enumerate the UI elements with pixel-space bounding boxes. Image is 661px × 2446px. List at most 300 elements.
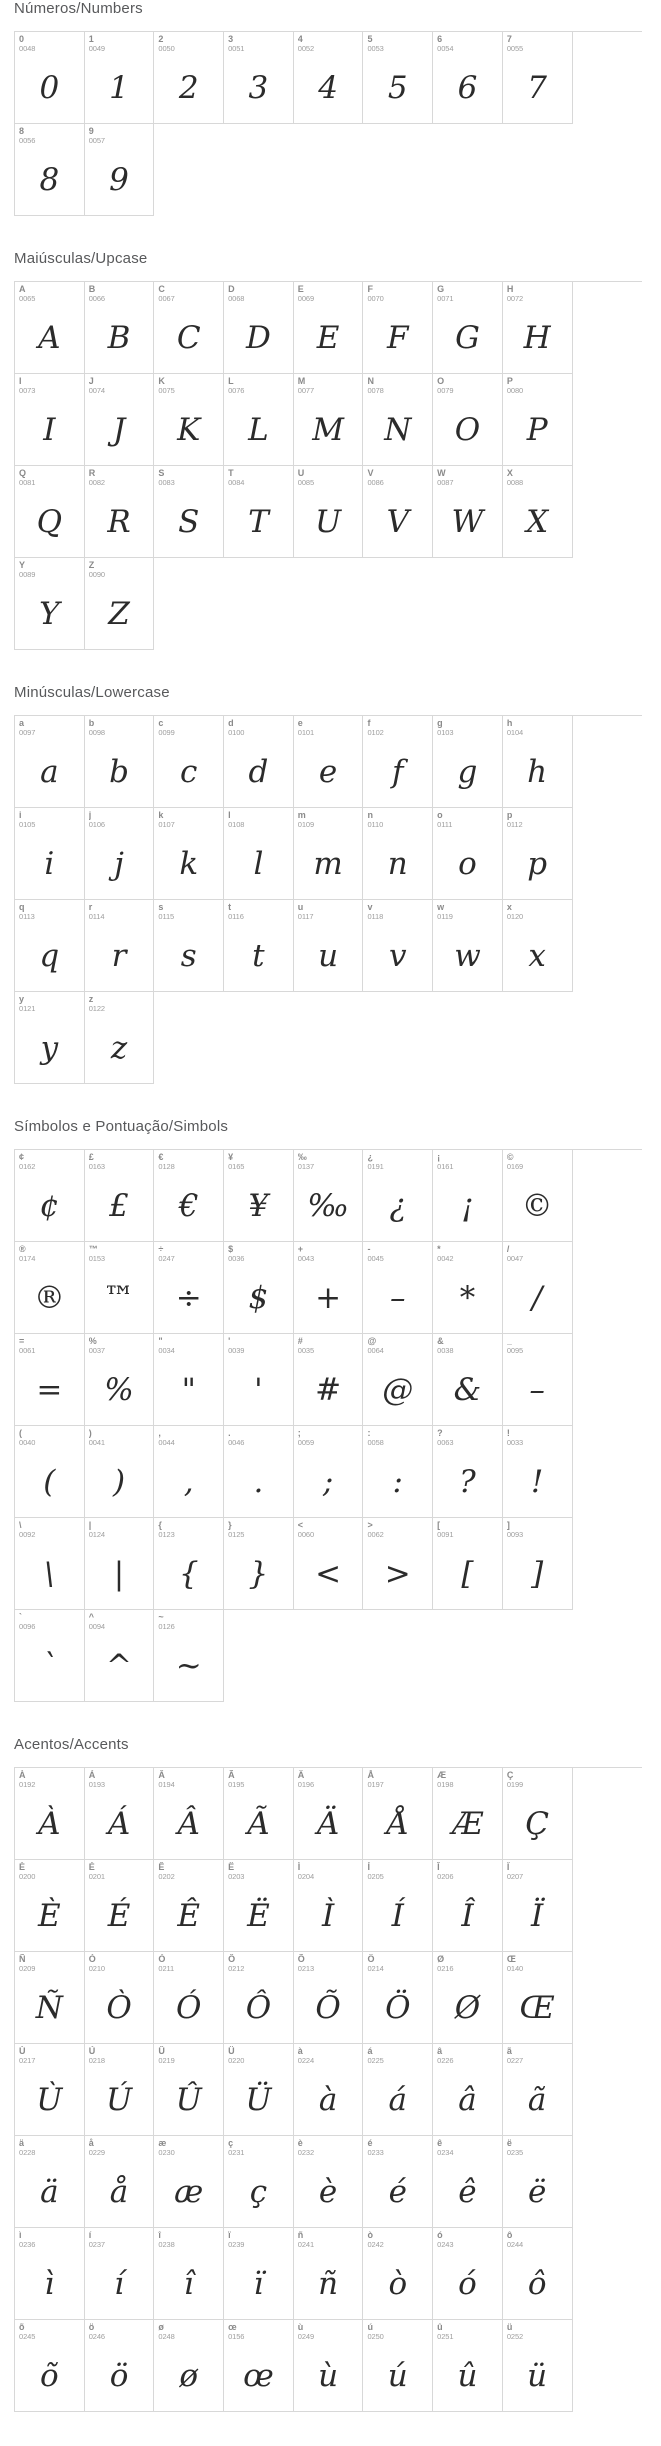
glyph-char-label: { (158, 1520, 162, 1530)
glyph-cell[interactable] (15, 282, 85, 374)
glyph-sample: u (318, 938, 339, 974)
glyph-cell[interactable] (294, 900, 364, 992)
glyph-code-label: 0113 (19, 912, 35, 921)
glyph-cell[interactable] (85, 1768, 155, 1860)
glyph-sample: ) (112, 1464, 126, 1500)
glyph-meta (294, 1952, 363, 1976)
glyph-sample: A (38, 320, 61, 356)
glyph-cell[interactable] (15, 1768, 85, 1860)
glyph-cell[interactable] (503, 374, 573, 466)
glyph-char-label: [ (437, 1520, 441, 1530)
glyph-sample: Q (36, 504, 63, 540)
glyph-cell[interactable] (154, 1610, 224, 1702)
glyph-code-label: 0156 (228, 2332, 245, 2341)
glyph-meta (15, 716, 84, 740)
glyph-cell[interactable] (85, 1242, 155, 1334)
glyph-cell[interactable] (15, 466, 85, 558)
glyph-cell[interactable] (85, 32, 155, 124)
glyph-code-label: 0201 (88, 1872, 105, 1881)
glyph-cell[interactable] (503, 1518, 573, 1610)
glyph-sample: Ø (454, 1990, 481, 2026)
glyph-cell[interactable] (363, 808, 433, 900)
glyph-cell[interactable] (294, 2228, 364, 2320)
glyph-meta (433, 32, 502, 56)
glyph-meta (154, 1242, 223, 1266)
glyph-char-label: C (158, 284, 165, 294)
glyph-cell[interactable] (433, 1150, 503, 1242)
glyph-sample: h (527, 754, 548, 790)
glyph-code-label: 0035 (297, 1346, 315, 1355)
glyph-cell[interactable] (154, 374, 224, 466)
glyph-cell[interactable] (294, 2044, 364, 2136)
glyph-sample: 9 (109, 162, 129, 198)
glyph-cell[interactable] (85, 1334, 155, 1426)
glyph-cell[interactable] (85, 558, 155, 650)
glyph-cell[interactable] (294, 808, 364, 900)
glyph-cell[interactable] (85, 282, 155, 374)
glyph-sample: œ (243, 2358, 274, 2394)
glyph-sample: ^ (106, 1648, 133, 1684)
glyph-cell[interactable] (433, 900, 503, 992)
glyph-char-label: } (228, 1520, 232, 1530)
glyph-sample: è (318, 2174, 338, 2210)
glyph-char-label: \ (19, 1520, 22, 1530)
glyph-sample: é (388, 2174, 407, 2210)
glyph-char-label: z (88, 994, 94, 1004)
glyph-char-label: Ç (506, 1770, 514, 1780)
glyph-cell[interactable] (294, 1150, 364, 1242)
glyph-cell[interactable] (294, 1334, 364, 1426)
glyph-meta (503, 2320, 572, 2344)
glyph-sample: ¥ (248, 1188, 269, 1224)
glyph-cell[interactable] (154, 1334, 224, 1426)
glyph-cell[interactable] (294, 716, 364, 808)
glyph-char-label: " (158, 1336, 163, 1346)
glyph-cell[interactable] (15, 1518, 85, 1610)
glyph-char-label: Î (437, 1862, 440, 1872)
glyph-cell[interactable] (433, 716, 503, 808)
glyph-cell[interactable] (503, 1242, 573, 1334)
glyph-code-label: 0036 (228, 1254, 245, 1263)
glyph-cell[interactable] (363, 282, 433, 374)
glyph-char-label: î (158, 2230, 161, 2240)
glyph-cell[interactable] (15, 716, 85, 808)
glyph-cell[interactable] (363, 1518, 433, 1610)
glyph-sample: © (521, 1188, 553, 1224)
glyph-cell[interactable] (85, 808, 155, 900)
glyph-cell[interactable] (503, 2044, 573, 2136)
glyph-cell[interactable] (85, 2044, 155, 2136)
glyph-cell[interactable] (224, 466, 294, 558)
glyph-char-label: í (88, 2230, 92, 2240)
glyph-sample: } (248, 1556, 269, 1592)
glyph-cell[interactable] (15, 32, 85, 124)
glyph-cell[interactable] (294, 1426, 364, 1518)
glyph-sample: Ã (247, 1806, 270, 1842)
glyph-cell[interactable] (224, 2228, 294, 2320)
glyph-cell[interactable] (85, 2136, 155, 2228)
glyph-meta (154, 1426, 223, 1450)
glyph-cell[interactable] (503, 1768, 573, 1860)
glyph-cell[interactable] (294, 1518, 364, 1610)
glyph-code-label: 0247 (158, 1254, 175, 1263)
glyph-cell[interactable] (85, 2228, 155, 2320)
glyph-meta (363, 808, 432, 832)
glyph-cell[interactable] (224, 1334, 294, 1426)
glyph-meta (503, 900, 572, 924)
glyph-cell[interactable] (224, 1768, 294, 1860)
glyph-cell[interactable] (15, 1426, 85, 1518)
glyph-cell[interactable] (433, 1860, 503, 1952)
glyph-cell[interactable] (294, 2136, 364, 2228)
glyph-cell[interactable] (15, 558, 85, 650)
glyph-cell[interactable] (294, 374, 364, 466)
glyph-char-label: ? (437, 1428, 443, 1438)
glyph-sample: ' (254, 1372, 263, 1408)
glyph-cell[interactable] (224, 32, 294, 124)
glyph-meta (363, 1768, 432, 1792)
glyph-cell[interactable] (294, 1952, 364, 2044)
glyph-char-label: 3 (228, 34, 234, 44)
glyph-code-label: 0084 (228, 478, 245, 487)
glyph-sample: q (39, 938, 60, 974)
glyph-code-label: 0068 (228, 294, 245, 303)
glyph-meta (294, 282, 363, 306)
glyph-cell[interactable] (15, 2136, 85, 2228)
glyph-cell[interactable] (503, 2228, 573, 2320)
glyph-meta (154, 2228, 223, 2252)
glyph-cell[interactable] (15, 1610, 85, 1702)
glyph-sample: X (526, 504, 549, 540)
glyph-cell[interactable] (433, 1426, 503, 1518)
glyph-cell[interactable] (224, 1518, 294, 1610)
glyph-cell[interactable] (433, 2228, 503, 2320)
glyph-cell[interactable] (224, 2044, 294, 2136)
glyph-meta (503, 374, 572, 398)
glyph-sample: k (179, 846, 199, 882)
glyph-cell[interactable] (433, 808, 503, 900)
glyph-cell[interactable] (15, 374, 85, 466)
glyph-cell[interactable] (503, 282, 573, 374)
glyph-sample: P (526, 412, 548, 448)
glyph-code-label: 0054 (437, 44, 454, 53)
glyph-cell[interactable] (433, 1768, 503, 1860)
glyph-code-label: 0217 (19, 2056, 36, 2065)
glyph-sample: ø (179, 2358, 199, 2394)
glyph-cell[interactable] (15, 1860, 85, 1952)
glyph-code-label: 0119 (437, 912, 453, 921)
glyph-cell[interactable] (154, 32, 224, 124)
glyph-cell[interactable] (224, 1952, 294, 2044)
glyph-meta (85, 900, 154, 924)
glyph-cell[interactable] (224, 900, 294, 992)
glyph-sample: ` (41, 1648, 58, 1684)
glyph-cell[interactable] (224, 808, 294, 900)
glyph-cell[interactable] (503, 2136, 573, 2228)
glyph-sample: à (318, 2082, 338, 2118)
glyph-cell[interactable] (85, 1610, 155, 1702)
glyph-char-label: l (228, 810, 231, 820)
glyph-meta (85, 2044, 154, 2068)
glyph-code-label: 0199 (506, 1780, 524, 1789)
glyph-cell[interactable] (503, 1334, 573, 1426)
glyph-cell[interactable] (433, 1518, 503, 1610)
glyph-cell[interactable] (85, 1952, 155, 2044)
glyph-sample: Ù (36, 2082, 63, 2118)
glyph-sample: F (387, 320, 409, 356)
glyph-code-label: 0124 (88, 1530, 105, 1539)
glyph-cell[interactable] (363, 900, 433, 992)
glyph-char-label: W (437, 468, 446, 478)
glyph-cell[interactable] (224, 1242, 294, 1334)
glyph-sample: + (315, 1280, 342, 1316)
glyph-cell[interactable] (363, 2228, 433, 2320)
glyph-char-label: ü (506, 2322, 513, 2332)
glyph-char-label: Ö (367, 1954, 375, 1964)
glyph-cell[interactable] (154, 1150, 224, 1242)
glyph-cell[interactable] (85, 466, 155, 558)
glyph-char-label: e (297, 718, 303, 728)
glyph-cell[interactable] (224, 716, 294, 808)
glyph-cell[interactable] (363, 1952, 433, 2044)
glyph-cell[interactable] (503, 2320, 573, 2412)
glyph-meta (85, 1952, 154, 1976)
glyph-cell[interactable] (85, 374, 155, 466)
glyph-cell[interactable] (503, 900, 573, 992)
glyph-cell[interactable] (294, 1860, 364, 1952)
glyph-char-label: q (19, 902, 25, 912)
glyph-cell[interactable] (363, 374, 433, 466)
glyph-char-label: ÷ (158, 1244, 164, 1254)
glyph-meta (85, 466, 154, 490)
glyph-meta (85, 1150, 154, 1174)
glyph-meta (85, 1518, 154, 1542)
glyph-cell[interactable] (154, 2320, 224, 2412)
glyph-cell[interactable] (433, 1242, 503, 1334)
glyph-cell[interactable] (363, 1768, 433, 1860)
glyph-cell[interactable] (503, 466, 573, 558)
glyph-cell[interactable] (154, 1952, 224, 2044)
glyph-cell[interactable] (85, 900, 155, 992)
glyph-meta (503, 2044, 572, 2068)
glyph-code-label: 0250 (367, 2332, 384, 2341)
glyph-cell[interactable] (294, 466, 364, 558)
glyph-cell[interactable] (154, 1242, 224, 1334)
glyph-code-label: 0174 (19, 1254, 36, 1263)
glyph-code-label: 0057 (88, 136, 105, 145)
glyph-cell[interactable] (363, 1242, 433, 1334)
glyph-cell[interactable] (503, 1150, 573, 1242)
glyph-sample: 1 (109, 70, 129, 106)
glyph-code-label: 0091 (437, 1530, 454, 1539)
glyph-sample: ! (530, 1464, 544, 1500)
glyph-code-label: 0233 (367, 2148, 384, 2157)
glyph-cell[interactable] (503, 1426, 573, 1518)
glyph-sample: s (180, 938, 197, 974)
glyph-cell[interactable] (433, 2320, 503, 2412)
glyph-cell[interactable] (154, 2228, 224, 2320)
glyph-sample: ® (33, 1280, 65, 1316)
glyph-cell[interactable] (15, 2228, 85, 2320)
glyph-sample: Ò (106, 1990, 132, 2026)
glyph-char-label: ä (19, 2138, 25, 2148)
glyph-cell[interactable] (15, 1952, 85, 2044)
glyph-meta (15, 1242, 84, 1266)
glyph-cell[interactable] (363, 2320, 433, 2412)
glyph-cell[interactable] (294, 2320, 364, 2412)
glyph-cell[interactable] (503, 32, 573, 124)
glyph-cell[interactable] (154, 716, 224, 808)
glyph-sample: E (316, 320, 340, 356)
glyph-cell[interactable] (224, 1150, 294, 1242)
glyph-code-label: 0232 (297, 2148, 315, 2157)
glyph-char-label: ø (158, 2322, 164, 2332)
glyph-cell[interactable] (154, 1768, 224, 1860)
glyph-char-label: a (19, 718, 25, 728)
glyph-cell[interactable] (154, 808, 224, 900)
glyph-cell[interactable] (294, 32, 364, 124)
glyph-cell[interactable] (85, 716, 155, 808)
glyph-char-label: â (437, 2046, 443, 2056)
glyph-cell[interactable] (433, 1334, 503, 1426)
glyph-meta (224, 1426, 293, 1450)
glyph-cell[interactable] (363, 1150, 433, 1242)
glyph-cell[interactable] (154, 900, 224, 992)
glyph-cell[interactable] (224, 282, 294, 374)
glyph-cell[interactable] (224, 374, 294, 466)
glyph-cell[interactable] (503, 716, 573, 808)
glyph-cell[interactable] (433, 2136, 503, 2228)
glyph-cell[interactable] (294, 1768, 364, 1860)
glyph-meta (363, 1334, 432, 1358)
glyph-cell[interactable] (503, 1952, 573, 2044)
glyph-sample: < (315, 1556, 342, 1592)
glyph-cell[interactable] (294, 1242, 364, 1334)
glyph-sample: Ñ (35, 1990, 63, 2026)
glyph-code-label: 0249 (297, 2332, 315, 2341)
glyph-cell[interactable] (433, 2044, 503, 2136)
glyph-code-label: 0086 (367, 478, 384, 487)
glyph-cell[interactable] (363, 2044, 433, 2136)
glyph-sample: ; (322, 1464, 334, 1500)
glyph-cell[interactable] (15, 992, 85, 1084)
glyph-meta (224, 2320, 293, 2344)
glyph-sample: L (248, 412, 269, 448)
glyph-char-label: û (437, 2322, 443, 2332)
glyph-cell[interactable] (363, 2136, 433, 2228)
glyph-code-label: 0126 (158, 1622, 175, 1631)
glyph-code-label: 0109 (297, 820, 315, 829)
glyph-cell[interactable] (363, 1860, 433, 1952)
glyph-char-label: à (297, 2046, 303, 2056)
glyph-cell[interactable] (154, 1860, 224, 1952)
glyph-grid (14, 1149, 642, 1702)
glyph-sample: Œ (519, 1990, 555, 2026)
glyph-sample: O (454, 412, 481, 448)
glyph-meta (363, 282, 432, 306)
glyph-cell[interactable] (433, 466, 503, 558)
glyph-sample: Ê (177, 1898, 201, 1934)
glyph-cell[interactable] (363, 716, 433, 808)
glyph-cell[interactable] (433, 374, 503, 466)
glyph-sample: > (384, 1556, 411, 1592)
glyph-char-label: 0 (19, 34, 25, 44)
glyph-char-label: é (367, 2138, 373, 2148)
glyph-meta (363, 1518, 432, 1542)
glyph-cell[interactable] (15, 808, 85, 900)
glyph-char-label: i (19, 810, 22, 820)
glyph-sample: ç (249, 2174, 268, 2210)
glyph-cell[interactable] (85, 1860, 155, 1952)
glyph-meta (294, 900, 363, 924)
glyph-char-label: ñ (297, 2230, 304, 2240)
glyph-cell[interactable] (154, 466, 224, 558)
glyph-cell[interactable] (85, 1150, 155, 1242)
glyph-char-label: ] (506, 1520, 510, 1530)
glyph-cell[interactable] (15, 900, 85, 992)
glyph-section (0, 0, 661, 216)
glyph-code-label: 0085 (297, 478, 315, 487)
glyph-sample: ò (388, 2266, 408, 2302)
glyph-code-label: 0198 (437, 1780, 454, 1789)
glyph-cell[interactable] (15, 2320, 85, 2412)
glyph-meta (503, 1242, 572, 1266)
glyph-meta (363, 374, 432, 398)
glyph-cell[interactable] (85, 2320, 155, 2412)
glyph-cell[interactable] (433, 1952, 503, 2044)
glyph-cell[interactable] (433, 282, 503, 374)
glyph-char-label: ; (297, 1428, 301, 1438)
glyph-cell[interactable] (224, 1426, 294, 1518)
glyph-code-label: 0063 (437, 1438, 454, 1447)
glyph-cell[interactable] (363, 466, 433, 558)
glyph-cell[interactable] (224, 2136, 294, 2228)
glyph-cell[interactable] (154, 2136, 224, 2228)
glyph-cell[interactable] (224, 2320, 294, 2412)
glyph-char-label: . (228, 1428, 231, 1438)
glyph-cell[interactable] (294, 282, 364, 374)
glyph-cell[interactable] (363, 32, 433, 124)
glyph-code-label: 0100 (228, 728, 245, 737)
glyph-cell[interactable] (503, 1860, 573, 1952)
glyph-cell[interactable] (85, 124, 155, 216)
glyph-cell[interactable] (154, 1518, 224, 1610)
glyph-cell[interactable] (154, 1426, 224, 1518)
glyph-cell[interactable] (224, 1860, 294, 1952)
glyph-code-label: 0067 (158, 294, 175, 303)
glyph-cell[interactable] (503, 808, 573, 900)
glyph-cell[interactable] (15, 2044, 85, 2136)
glyph-cell[interactable] (15, 1150, 85, 1242)
glyph-sample: & (453, 1372, 482, 1408)
glyph-cell[interactable] (85, 1518, 155, 1610)
glyph-cell[interactable] (363, 1426, 433, 1518)
glyph-cell[interactable] (15, 1242, 85, 1334)
glyph-cell[interactable] (15, 1334, 85, 1426)
glyph-sample: b (109, 754, 129, 790)
glyph-sample: î (183, 2266, 194, 2302)
glyph-sample: w (454, 938, 481, 974)
glyph-code-label: 0045 (367, 1254, 384, 1263)
glyph-sample: ã (527, 2082, 547, 2118)
glyph-cell[interactable] (15, 124, 85, 216)
glyph-cell[interactable] (85, 992, 155, 1084)
glyph-cell[interactable] (85, 1426, 155, 1518)
glyph-cell[interactable] (154, 282, 224, 374)
glyph-cell[interactable] (154, 2044, 224, 2136)
glyph-cell[interactable] (433, 32, 503, 124)
glyph-cell[interactable] (363, 1334, 433, 1426)
